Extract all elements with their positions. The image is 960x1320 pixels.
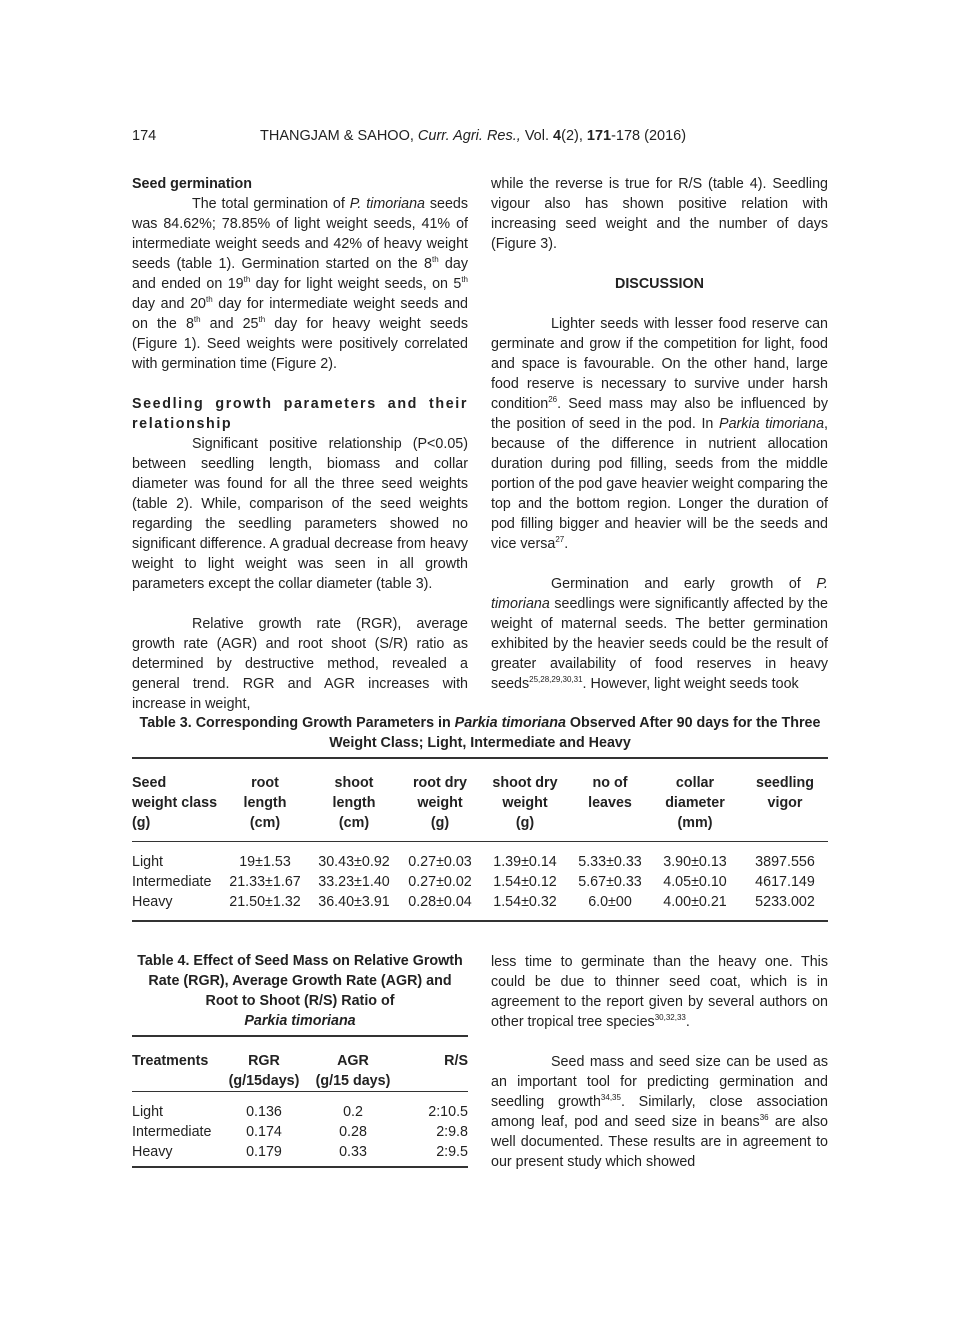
left-column	[132, 174, 468, 714]
journal-citation: THANGJAM & SAHOO, Curr. Agri. Res., Vol. 4(2), 171-178 (2016)	[260, 128, 687, 144]
table4-header-rgr: RGR (g/15days)	[228, 1053, 300, 1089]
table3-header-root-length: root length (cm)	[243, 775, 287, 831]
page-number: 174	[132, 128, 157, 144]
table4-caption: Table 4. Effect of Seed Mass on Relative Growth Rate (RGR), Average Growth Rate (AGR) and Root to Shoot (R/S) Ratio of Parkia timoriana	[137, 953, 463, 1029]
table-row: Light 19±1.53 30.43±0.92 0.27±0.03 1.39±0.14 5.33±0.33 3.90±0.13 3897.556	[132, 842, 828, 873]
seedling-paragraph: Significant positive relationship (P<0.05) between seedling length, biomass and collar diameter was found for all the three seed weights (table 2). While, comparison of the seed weights regarding the seedling parameters showed no significant difference. A gradual decrease from heavy weight to light weight was seen in all growth parameters except the collar diameter (table 3).	[132, 436, 468, 592]
table3-header-seed: Seed weight class (g)	[132, 775, 218, 831]
table3-header-shoot-length: shoot length (cm)	[332, 775, 376, 831]
table-row: Light 0.136 0.2 2:10.5	[132, 1092, 468, 1123]
discussion-paragraph-2: Germination and early growth of P. timoriana seedlings were significantly affected by the weight of maternal seeds. The better germination exhibited by the heavier seeds could be the result of greater availability of food reserves in heavy seeds$^{25,28,29,30,31}$. However, light weight seeds took	[491, 576, 828, 692]
table3-caption: Table 3. Corresponding Growth Parameters in Parkia timoriana Observed After 90 days for the Three Weight Class; Light, Intermediate and Heavy	[139, 715, 821, 751]
discussion-paragraph-1: Lighter seeds with lesser food reserve can germinate and grow if the competition for light, food and space is favourable. On the other hand, large food reserve is necessary to survive under harsh condition$^{26}$. Seed mass may also be influenced by the position of seed in the pod. In Parkia timoriana, because of the difference in nutrient allocation duration during pod filling, seeds from the middle portion of the pod gave heavier weight comparing the top and the bottom region. Longer the duration of pod filling bigger and heavier will be the seeds and vice versa$^{27}$.	[491, 316, 829, 552]
right-column	[491, 174, 828, 694]
table3-header-collar: collar diameter (mm)	[665, 775, 725, 831]
section-heading-germination: Seed germination	[132, 176, 252, 192]
table4-header-rs: R/S	[444, 1053, 468, 1069]
discussion-heading: DISCUSSION	[615, 276, 704, 292]
table3	[132, 757, 828, 922]
table3-header-vigor: seedling vigor	[756, 775, 814, 811]
germination-paragraph: The total germination of P. timoriana seeds was 84.62%; 78.85% of light weight seeds, 41% of intermediate weight seeds and 42% of heavy weight seeds (table 1). Germination started on the 8th day and ended on 19th day for light weight seeds, on 5th day and 20th day for intermediate weight seeds and on the 8th and 25th day for heavy weight seeds (Figure 1). Seed weights were positively correlated with germination time (Figure 2).	[132, 196, 468, 372]
bottom-paragraph-2: Seed mass and seed size can be used as an important tool for predicting germination and seedling growth$^{34,35}$. Similarly, close association among leaf, pod and seed size in beans$^{36}$ are also well documented. These results are in agreement to our present study which showed	[491, 1054, 828, 1170]
table-row: Intermediate 21.33±1.67 33.23±1.40 0.27±0.02 1.54±0.12 5.67±0.33 4.05±0.10 4617.149	[132, 874, 815, 890]
table4-header-agr: AGR (g/15 days)	[315, 1053, 391, 1089]
table3-header-root-dry: root dry weight (g)	[412, 775, 467, 831]
table3-header-shoot-dry: shoot dry weight (g)	[492, 775, 558, 831]
table4	[132, 1035, 468, 1168]
continued-paragraph: while the reverse is true for R/S (table 4). Seedling vigour also has shown positive relation with increasing seed weight and the number of days (Figure 3).	[491, 176, 828, 252]
table-row: Heavy 0.179 0.33 2:9.5	[132, 1144, 468, 1160]
section-heading-seedling: Seedling growth parameters and their relationship	[132, 396, 468, 432]
rgr-paragraph: Relative growth rate (RGR), average growth rate (AGR) and root shoot (S/R) ratio as determined by destructive method, revealed a general trend. RGR and AGR increases with increase in weight,	[132, 616, 468, 712]
bottom-paragraph-1: less time to germinate than the heavy one. This could be due to thinner seed coat, which is in agreement to the report given by several authors on other tropical tree species$^{30,32,33}$.	[491, 954, 828, 1030]
table4-grid	[132, 1035, 468, 1168]
right-column-bottom	[491, 952, 828, 1172]
table4-header-treatments: Treatments	[132, 1053, 209, 1069]
table3-grid	[132, 757, 828, 922]
table3-header-leaves: no of leaves	[588, 775, 632, 811]
table-row: Heavy 21.50±1.32 36.40±3.91 0.28±0.04 1.54±0.32 6.0±00 4.00±0.21 5233.002	[132, 894, 815, 910]
table-row: Intermediate 0.174 0.28 2:9.8	[132, 1124, 468, 1140]
